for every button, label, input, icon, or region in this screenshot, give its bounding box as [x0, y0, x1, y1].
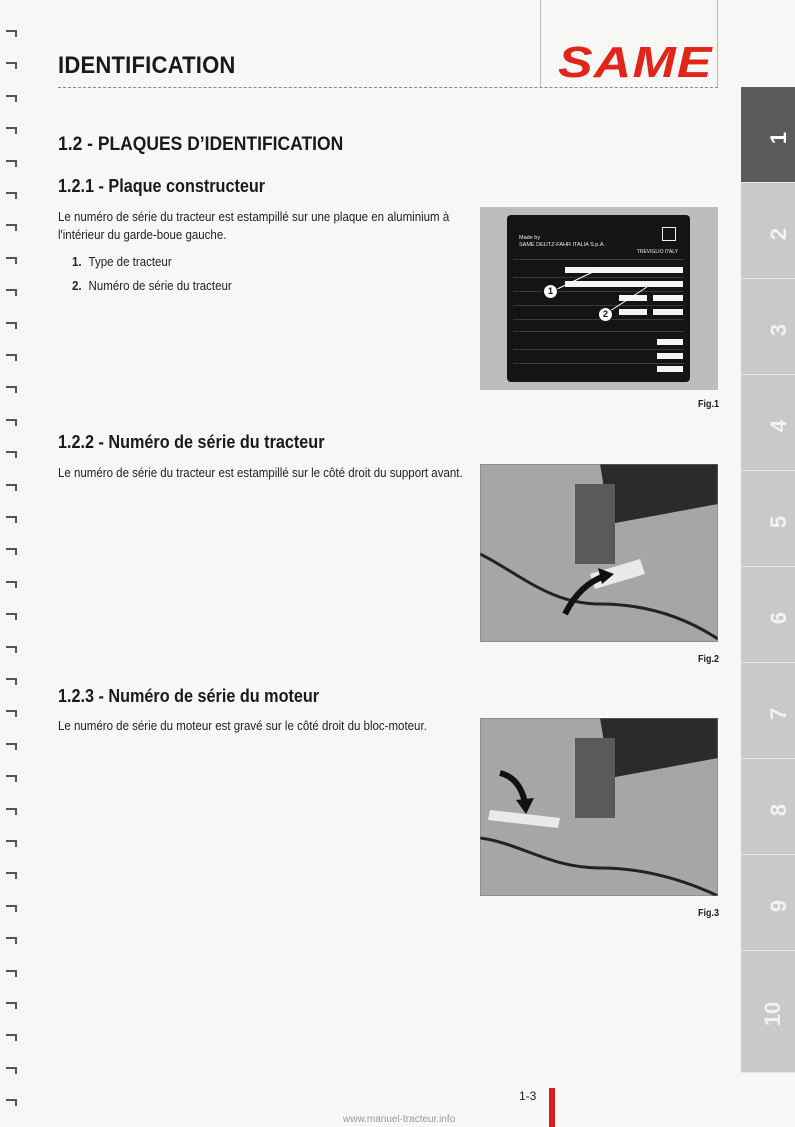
same-logo: SAME: [558, 38, 713, 87]
callout-1: 1: [543, 284, 558, 299]
binding-mark: [6, 581, 17, 588]
binding-marks: [6, 30, 20, 1110]
header-rule: [58, 87, 718, 88]
list-item-text: Type de tracteur: [88, 255, 172, 269]
chapter-tab-label: 4: [765, 419, 791, 433]
binding-mark: [6, 905, 17, 912]
binding-mark: [6, 354, 17, 361]
list-item: [72, 279, 232, 293]
chapter-tab-label: 2: [765, 227, 791, 241]
binding-mark: [6, 646, 17, 653]
chapter-tab-2[interactable]: [741, 183, 795, 279]
chapter-tab-1[interactable]: [741, 87, 795, 183]
section-title: 1.2 - PLAQUES D’IDENTIFICATION: [58, 134, 344, 155]
figure-caption-2: Fig.2: [698, 654, 720, 665]
plate-made-by: Made by: [519, 235, 541, 241]
engine-serial-description: Le numéro de série du moteur est gravé sur le côté droit du bloc-moteur.: [58, 719, 427, 733]
binding-mark: [6, 95, 17, 102]
chapter-tab-label: 10: [759, 1001, 785, 1027]
binding-mark: [6, 613, 17, 620]
chapter-tab-label: 3: [765, 323, 791, 337]
binding-mark: [6, 160, 17, 167]
binding-mark: [6, 322, 17, 329]
binding-mark: [6, 419, 17, 426]
binding-mark: [6, 1099, 17, 1106]
list-item-number: 2.: [72, 279, 82, 293]
plate-city: TREVIGLIO ITALY: [636, 249, 678, 255]
subsection-title-plate: 1.2.1 - Plaque constructeur: [58, 176, 266, 196]
binding-mark: [6, 678, 17, 685]
identification-plate: [507, 215, 690, 382]
binding-mark: [6, 808, 17, 815]
chapter-tab-4[interactable]: [741, 375, 795, 471]
chapter-tab-9[interactable]: [741, 855, 795, 951]
binding-mark: [6, 743, 17, 750]
chapter-tab-label: 5: [765, 515, 791, 529]
photo-drawing: [480, 718, 718, 896]
binding-mark: [6, 775, 17, 782]
list-item-text: Numéro de série du tracteur: [88, 279, 232, 293]
binding-mark: [6, 872, 17, 879]
binding-mark: [6, 386, 17, 393]
binding-mark: [6, 289, 17, 296]
binding-mark: [6, 548, 17, 555]
binding-mark: [6, 937, 17, 944]
list-item-number: 1.: [72, 255, 82, 269]
figure-caption-1: Fig.1: [698, 399, 720, 410]
watermark: www.manuel-tracteur.info: [343, 1114, 456, 1125]
binding-mark: [6, 62, 17, 69]
chapter-tab-3[interactable]: [741, 279, 795, 375]
plate-maker-name: SAME DEUTZ-FAHR ITALIA S.p.A.: [519, 242, 606, 248]
plate-description-line1: Le numéro de série du tracteur est estampillé sur une plaque en aluminium à: [58, 210, 450, 224]
binding-mark: [6, 1067, 17, 1074]
binding-mark: [6, 516, 17, 523]
chapter-tab-8[interactable]: [741, 759, 795, 855]
footer-red-bar: [549, 1088, 555, 1127]
binding-mark: [6, 224, 17, 231]
binding-mark: [6, 840, 17, 847]
binding-mark: [6, 127, 17, 134]
photo-drawing: [480, 464, 718, 642]
binding-mark: [6, 257, 17, 264]
engine-block-photo: [480, 718, 718, 896]
chapter-tab-label: 9: [765, 899, 791, 913]
binding-mark: [6, 1002, 17, 1009]
binding-mark: [6, 484, 17, 491]
chapter-tab-7[interactable]: [741, 663, 795, 759]
callout-2: 2: [598, 307, 613, 322]
figure-caption-3: Fig.3: [698, 908, 720, 919]
chapter-tab-6[interactable]: [741, 567, 795, 663]
identification-plate-figure: [480, 207, 718, 390]
page-number: 1-3: [519, 1089, 537, 1103]
tractor-serial-description: Le numéro de série du tracteur est estampillé sur le côté droit du support avant.: [58, 466, 463, 480]
tractor-front-support-photo: [480, 464, 718, 642]
chapter-tab-label: 8: [765, 803, 791, 817]
chapter-tab-5[interactable]: [741, 471, 795, 567]
chapter-tab-label: 6: [765, 611, 791, 625]
binding-mark: [6, 451, 17, 458]
binding-mark: [6, 710, 17, 717]
page-title: IDENTIFICATION: [58, 52, 236, 79]
header-divider: [540, 0, 541, 88]
list-item: [72, 255, 172, 269]
binding-mark: [6, 970, 17, 977]
subsection-title-engine-serial: 1.2.3 - Numéro de série du moteur: [58, 686, 320, 706]
binding-mark: [6, 30, 17, 37]
header-divider-right: [717, 0, 718, 88]
subsection-title-tractor-serial: 1.2.2 - Numéro de série du tracteur: [58, 432, 325, 452]
plate-description-line2: l'intérieur du garde-boue gauche.: [58, 228, 227, 242]
chapter-tab-10[interactable]: [741, 951, 795, 1073]
plate-leader-lines: [507, 215, 690, 382]
binding-mark: [6, 192, 17, 199]
chapter-tab-label: 1: [765, 131, 791, 145]
chapter-tab-label: 7: [765, 707, 791, 721]
binding-mark: [6, 1034, 17, 1041]
